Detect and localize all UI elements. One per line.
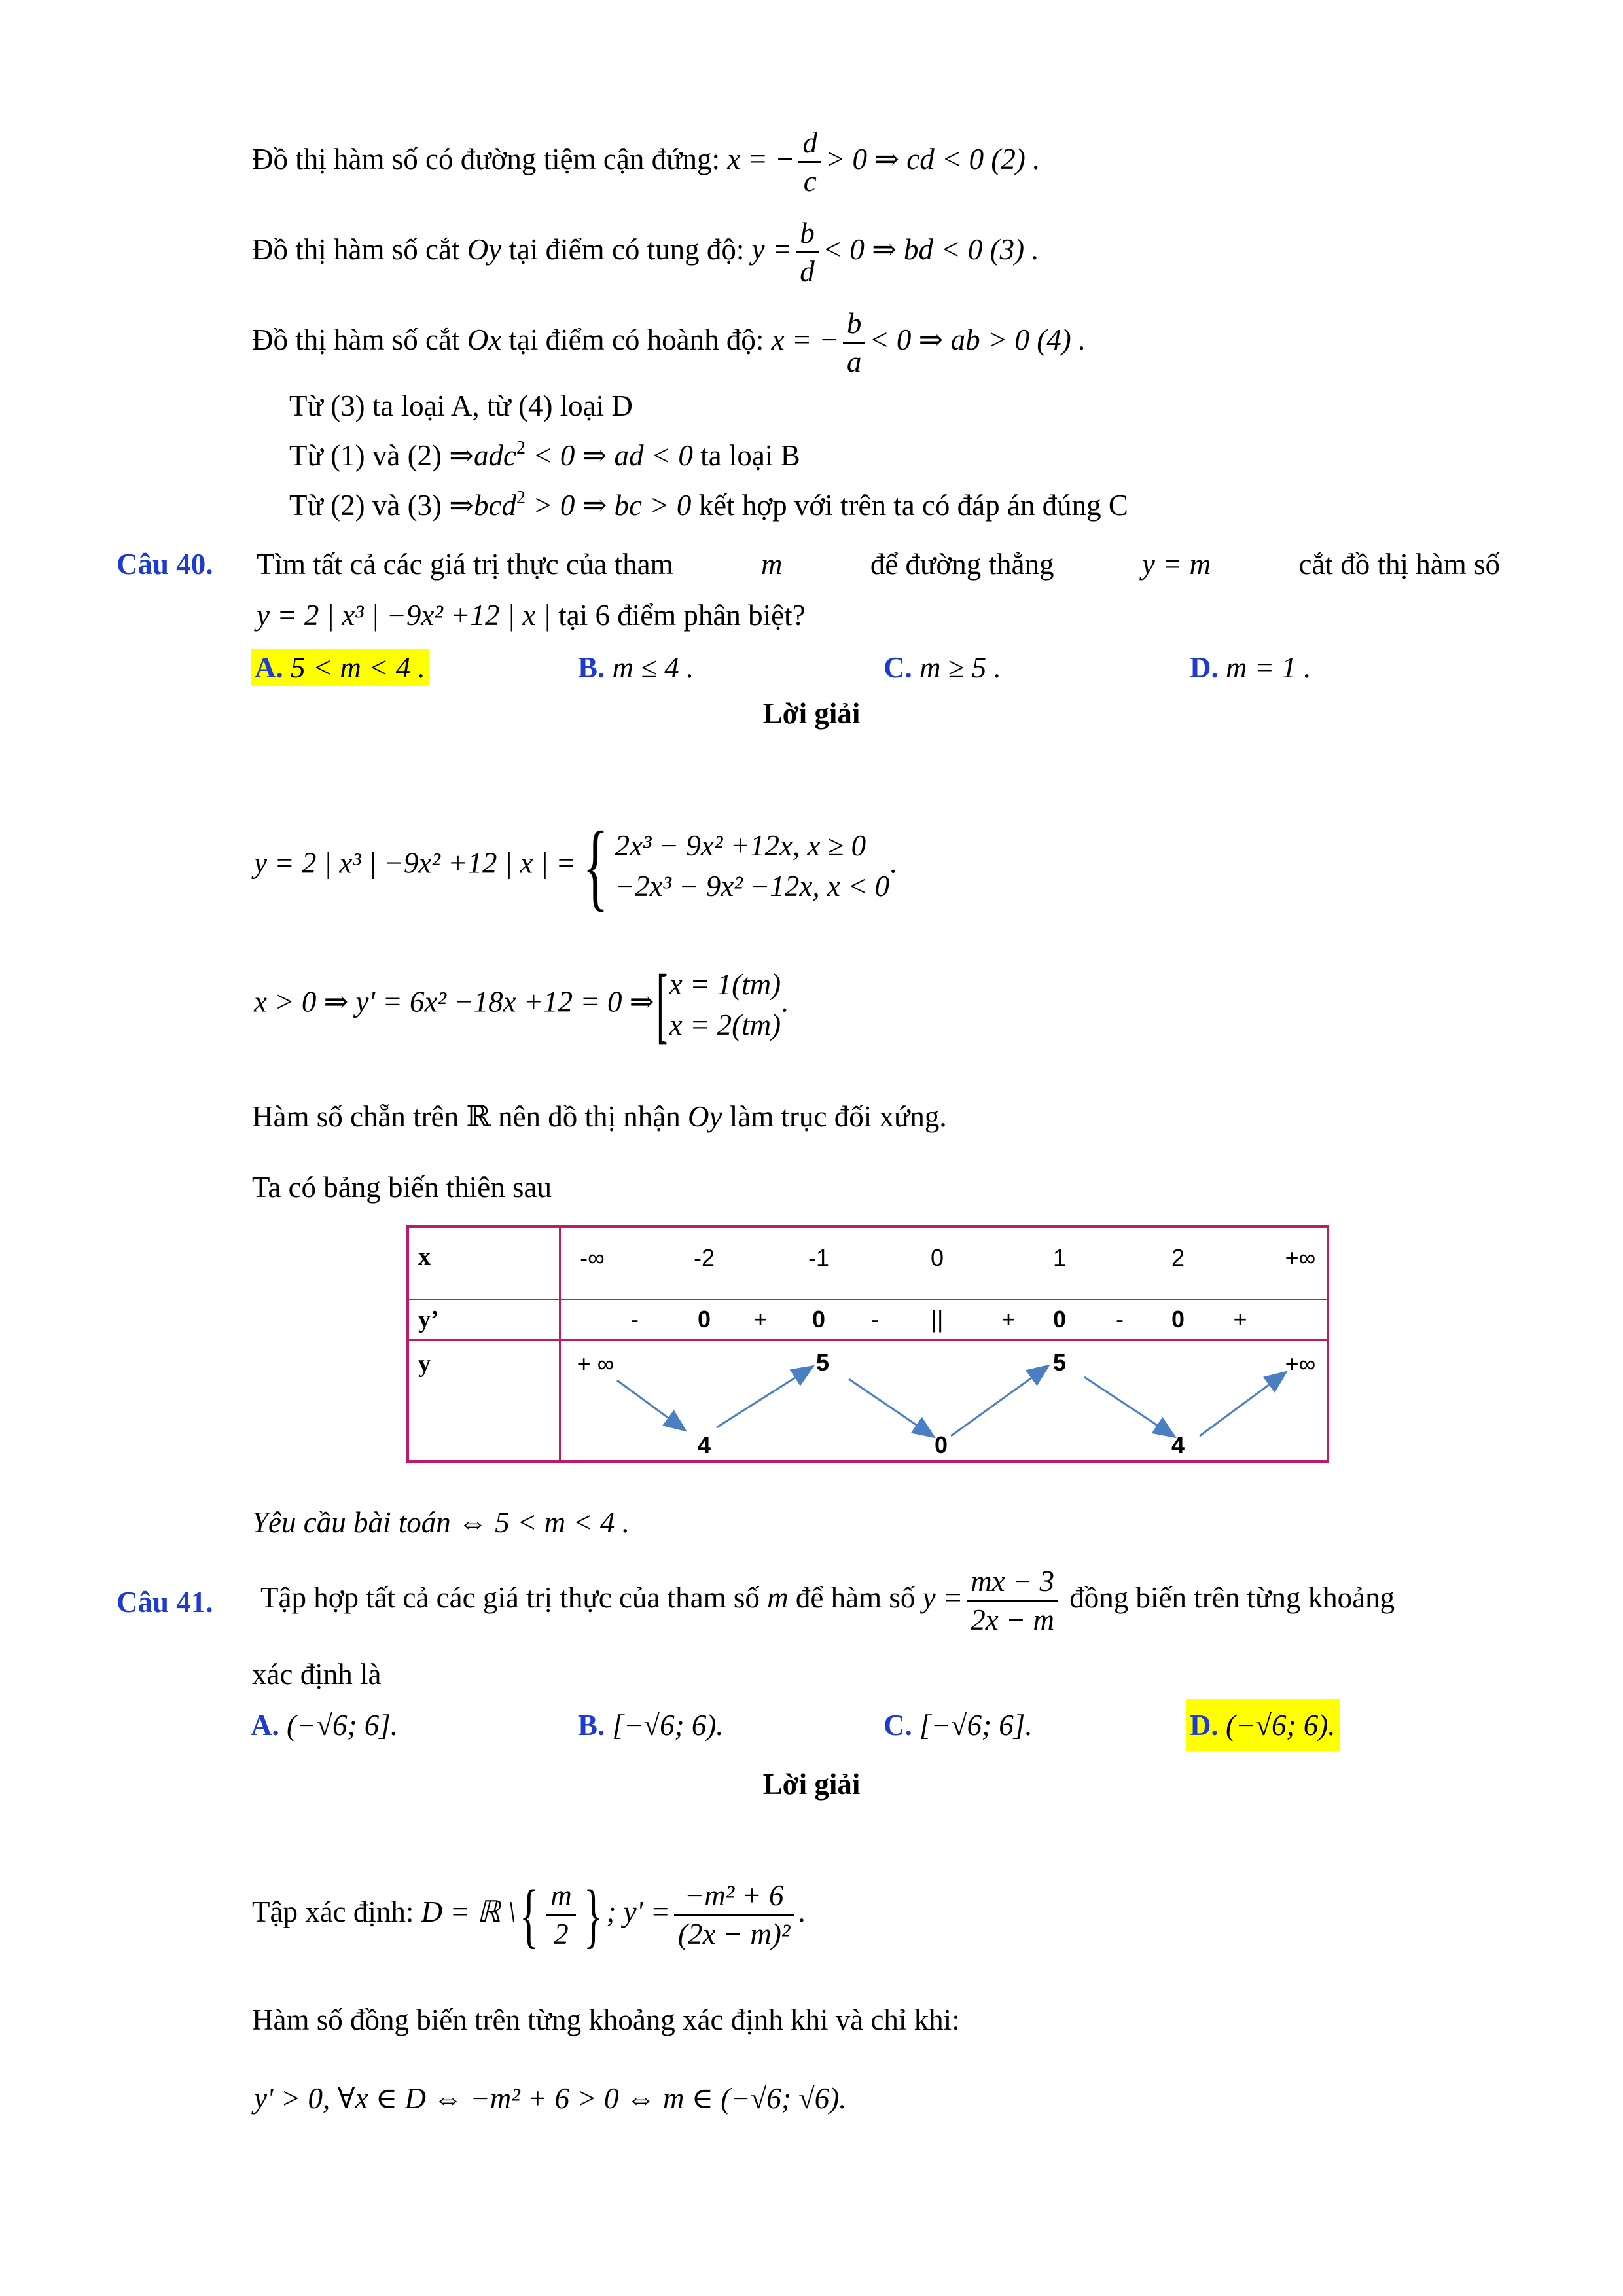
math: y = m: [1141, 548, 1211, 581]
math: Yêu cầu bài toán ⇔ 5 < m < 4 .: [252, 1506, 630, 1539]
variation-table: [406, 1225, 1329, 1463]
text: nên dồ thị nhận: [498, 1100, 681, 1133]
math: < 0 ⇒ ab > 0 (4) .: [869, 323, 1086, 356]
arrow-down: [849, 1379, 933, 1436]
sign: 0: [1052, 1306, 1067, 1333]
sign: ||: [931, 1306, 944, 1333]
row-label-y: y: [418, 1350, 431, 1378]
numerator: b: [796, 215, 819, 253]
option-label: B.: [578, 1709, 605, 1742]
denominator: a: [846, 346, 862, 378]
case: 2x³ − 9x² +12x, x ≥ 0: [615, 829, 866, 862]
text: Từ (2) và (3) ⇒: [289, 489, 474, 522]
domain-line: Tập xác định: D = ℝ \{ $\frac{m}{2}$ } ; y' = $\frac{\text{−m² + 6}}{\text{(2x − m)²}}$ .: [252, 1874, 806, 1955]
option-value: m = 1 .: [1226, 651, 1311, 684]
numerator: d: [798, 124, 821, 163]
math: m: [760, 548, 783, 581]
text: tại điểm có tung độ:: [508, 232, 745, 266]
left-brace: {: [520, 1874, 539, 1955]
option-b-41[interactable]: [578, 1707, 724, 1744]
y-top: + ∞: [577, 1350, 615, 1377]
option-label: A.: [255, 651, 283, 684]
math: m: [767, 1581, 789, 1614]
fraction: [967, 1563, 1058, 1638]
left-bracket: [: [656, 958, 668, 1052]
math: Oy: [688, 1100, 722, 1133]
axis: Ox: [467, 323, 502, 356]
numerator: b: [843, 305, 866, 344]
sign: -: [631, 1306, 639, 1333]
option-c[interactable]: [883, 649, 1001, 686]
option-label: D.: [1190, 651, 1219, 684]
fraction: [796, 215, 819, 290]
math: y = 2 | x³ | −9x² +12 | x | =: [254, 846, 576, 880]
option-value: 5 < m < 4 .: [291, 651, 425, 684]
text: tại 6 điểm phân biệt?: [558, 599, 806, 632]
x-value: -∞: [580, 1244, 605, 1271]
text: Tập hợp tất cả các giá trị thực của tham số: [260, 1581, 760, 1614]
option-value: (−√6; 6].: [287, 1709, 399, 1742]
denominator: 2x − m: [971, 1604, 1055, 1636]
text: đồng biến trên từng khoảng: [1069, 1581, 1395, 1614]
table-intro: Ta có bảng biến thiên sau: [252, 1171, 552, 1204]
option-c-41[interactable]: [883, 1707, 1033, 1744]
math: x = −: [727, 142, 795, 175]
text: làm trục đối xứng.: [729, 1100, 947, 1133]
left-brace: {: [582, 812, 609, 920]
option-value: m ≥ 5 .: [919, 651, 1001, 684]
option-d[interactable]: [1190, 649, 1311, 686]
math: adc: [474, 439, 516, 472]
option-value: [−√6; 6].: [919, 1709, 1033, 1742]
option-d-41[interactable]: [1186, 1699, 1340, 1751]
option-label: B.: [578, 651, 605, 684]
even-function-line: [252, 1098, 947, 1135]
text: Đồ thị hàm số cắt: [252, 323, 460, 356]
row-label-x: x: [418, 1243, 431, 1270]
reals: ℝ: [466, 1100, 491, 1133]
denominator: d: [800, 255, 815, 288]
row-label-yprime: y’: [418, 1306, 439, 1333]
x-value: -1: [808, 1244, 830, 1271]
case: x = 2(tm): [669, 1009, 781, 1041]
sign: +: [753, 1306, 768, 1333]
text: Đồ thị hàm số cắt: [252, 232, 460, 266]
x-value: -2: [693, 1244, 715, 1271]
text: để đường thẳng: [870, 548, 1054, 581]
math: ; y' =: [606, 1895, 671, 1928]
text: ta loại B: [700, 439, 800, 472]
math: > 0 ⇒ cd < 0 (2) .: [825, 142, 1041, 175]
option-value: [−√6; 6).: [612, 1709, 724, 1742]
arrow-up: [717, 1367, 812, 1427]
fraction: [798, 124, 821, 200]
math: y = 2 | x³ | −9x² +12 | x |: [257, 599, 551, 632]
derivative-line: x > 0 ⇒ y' = 6x² −18x +12 = 0 ⇒[ x = 1(tm) x = 2(tm) .: [254, 958, 789, 1052]
math: bcd: [474, 489, 516, 522]
final-line: [254, 2080, 847, 2117]
solution-line-4: Từ (3) ta loại A, từ (4) loại D: [289, 389, 633, 422]
arrow-down: [617, 1380, 684, 1429]
option-label: C.: [883, 1709, 912, 1742]
text: Tìm tất cả các giá trị thực của tham: [257, 548, 673, 581]
cases: [669, 964, 781, 1045]
math: x > 0 ⇒ y' = 6x² −18x +12 = 0 ⇒: [254, 985, 654, 1018]
sign: +: [1233, 1306, 1247, 1333]
solution-line-1: [252, 124, 1040, 200]
x-value: 2: [1171, 1244, 1185, 1271]
sign: -: [871, 1306, 879, 1333]
y-bottom: 4: [1171, 1431, 1185, 1458]
numerator: −m² + 6: [674, 1877, 794, 1916]
math: > 0 ⇒ bc > 0: [533, 489, 692, 522]
math: y =: [751, 232, 793, 266]
option-label: D.: [1190, 1709, 1219, 1742]
numerator: m: [546, 1877, 576, 1916]
question-40-number: Câu 40.: [116, 548, 213, 581]
math: y' > 0, ∀x ∈ D ⇔ −m² + 6 > 0 ⇔ m ∈ (−√6; √6).: [254, 2082, 847, 2115]
option-value: (−√6; 6).: [1226, 1709, 1336, 1742]
cases: [615, 825, 890, 906]
variation-arrows: [409, 1228, 1332, 1465]
solution-line-6: [289, 487, 1128, 524]
axis: Oy: [467, 232, 502, 266]
sign: -: [1116, 1306, 1124, 1333]
x-value: 1: [1052, 1244, 1067, 1271]
option-value: m ≤ 4 .: [612, 651, 694, 684]
exponent: 2: [516, 438, 526, 458]
x-value: 0: [930, 1244, 944, 1271]
right-brace: }: [583, 1874, 603, 1955]
fraction: [674, 1877, 794, 1952]
text: kết hợp với trên ta có đáp án đúng C: [698, 489, 1128, 522]
solution-title: Lời giải: [762, 697, 861, 730]
option-b[interactable]: [578, 649, 694, 686]
denominator: (2x − m)²: [678, 1918, 791, 1950]
piecewise-definition: y = 2 | x³ | −9x² +12 | x | ={ 2x³ − 9x² +12x, x ≥ 0 −2x³ − 9x² −12x, x < 0 .: [254, 812, 897, 920]
math: D = ℝ \: [421, 1895, 516, 1928]
question-40-stem-line1: [257, 546, 1500, 583]
y-top: 5: [815, 1349, 830, 1376]
math: < 0 ⇒ ad < 0: [533, 439, 693, 472]
arrow-down: [1084, 1377, 1173, 1436]
conclusion: [252, 1504, 630, 1541]
fraction: [843, 305, 866, 380]
sign: 0: [812, 1306, 826, 1333]
exponent: 2: [516, 488, 526, 508]
question-41-number: Câu 41.: [116, 1586, 213, 1619]
option-a-41[interactable]: [251, 1707, 398, 1744]
case: −2x³ − 9x² −12x, x < 0: [615, 870, 890, 903]
arrow-up: [951, 1367, 1047, 1436]
solution-line-2: [252, 215, 1039, 290]
denominator: c: [803, 165, 817, 198]
question-41-stem-line2: xác định là: [252, 1658, 382, 1691]
denominator: 2: [554, 1918, 569, 1950]
question-40-stem-line2: [257, 597, 806, 634]
question-41-stem-line1: [260, 1563, 1395, 1638]
solution-title-41: Lời giải: [762, 1768, 861, 1801]
text: Hàm số chẵn trên: [252, 1100, 459, 1133]
math: x = −: [771, 323, 839, 356]
text: để hàm số: [795, 1581, 916, 1614]
sign: +: [1001, 1306, 1016, 1333]
solution-line-5: [289, 437, 800, 474]
text: Từ (1) và (2) ⇒: [289, 439, 474, 472]
y-bottom: 0: [934, 1431, 948, 1458]
text: tại điểm có hoành độ:: [508, 323, 764, 356]
y-bottom: 4: [697, 1431, 711, 1458]
fraction: [546, 1877, 576, 1952]
text: Tập xác định:: [252, 1895, 414, 1928]
math: y =: [922, 1581, 963, 1614]
condition-line: Hàm số đồng biến trên từng khoảng xác định khi và chỉ khi:: [252, 2003, 960, 2036]
case: x = 1(tm): [669, 968, 781, 1001]
arrow-up: [1200, 1373, 1285, 1436]
solution-line-3: [252, 305, 1086, 380]
x-value: +∞: [1285, 1244, 1316, 1271]
sign: 0: [697, 1306, 711, 1333]
option-label: C.: [883, 651, 912, 684]
text: cắt đồ thị hàm số: [1298, 548, 1500, 581]
y-top: +∞: [1285, 1350, 1316, 1377]
text: Đồ thị hàm số có đường tiệm cận đứng:: [252, 142, 720, 175]
option-a[interactable]: [251, 649, 429, 686]
sign: 0: [1171, 1306, 1185, 1333]
y-top: 5: [1052, 1349, 1067, 1376]
numerator: mx − 3: [967, 1563, 1058, 1602]
option-label: A.: [251, 1709, 279, 1742]
math: < 0 ⇒ bd < 0 (3) .: [822, 232, 1039, 266]
